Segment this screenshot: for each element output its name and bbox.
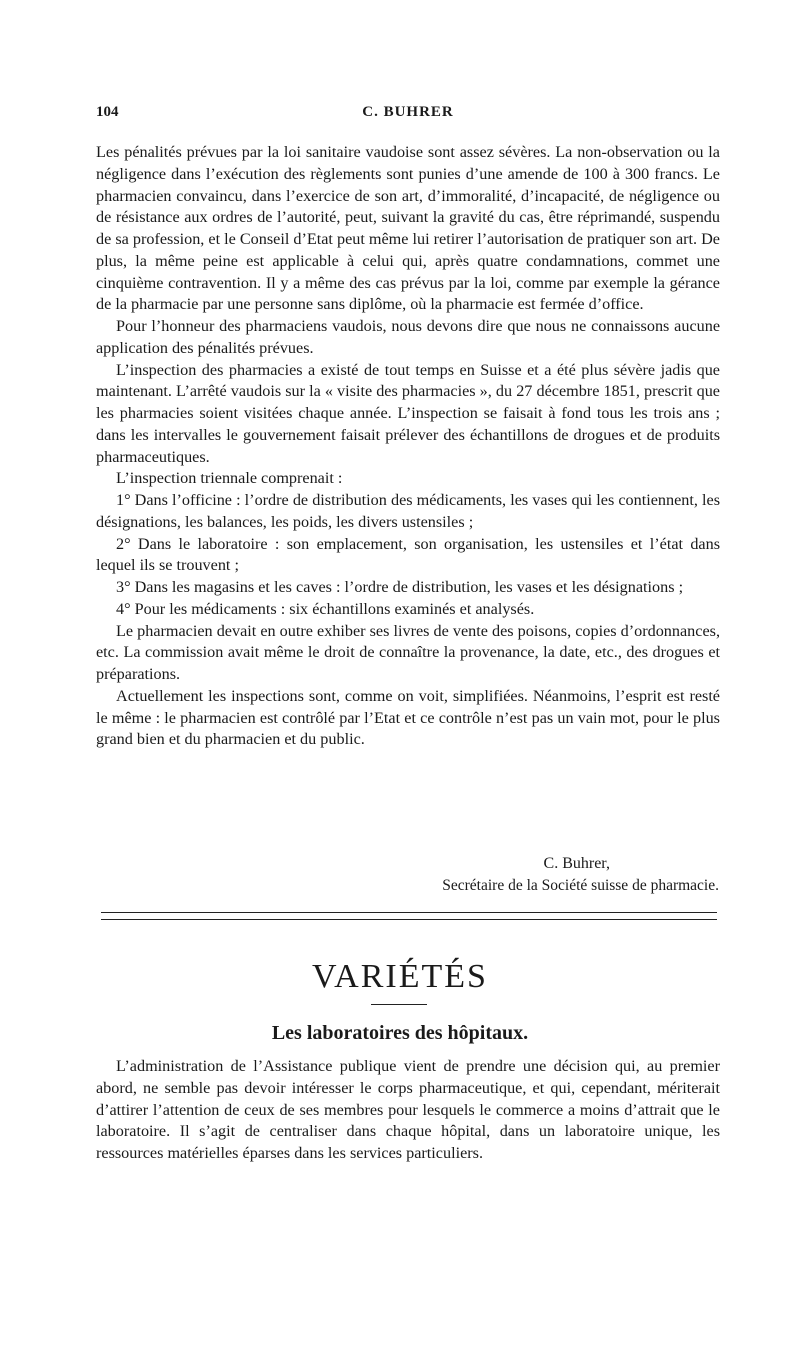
list-item: 1° Dans l’officine : l’ordre de distribution des médicaments, les vases qui les contiennent, les désignations, les balances, les poids, les divers ustensiles ;: [96, 491, 720, 531]
page-number: 104: [96, 104, 119, 120]
paragraph: Pour l’honneur des pharmaciens vaudois, nous devons dire que nous ne connaissons aucune application des pénalités prévues.: [96, 317, 720, 357]
paragraph: L’inspection des pharmacies a existé de tout temps en Suisse et a été plus sévère jadis que maintenant. L’arrêté vaudois sur la « visite des pharmacies », du 27 décembre 1851, prescrit que les pharmacies soient visitées chaque année. L’inspection se faisait à fond tous les trois ans ; dans les intervalles le gouvernement faisait prélever des échantillons de drogues et de produits pharmaceutiques.: [96, 360, 720, 466]
page-header: [96, 104, 720, 128]
paragraph: Actuellement les inspections sont, comme on voit, simplifiées. Néanmoins, l’esprit est resté le même : le pharmacien est contrôlé par l’Etat et ce contrôle n’est pas un vain mot, pour le plus grand bien et du pharmacien et du public.: [96, 686, 720, 749]
signature-title: Secrétaire de la Société suisse de pharmacie.: [442, 877, 719, 894]
title-underline: [371, 1004, 427, 1005]
article-text: [96, 1056, 720, 1165]
article-body: [96, 142, 720, 751]
list-item: 3° Dans les magasins et les caves : l’ordre de distribution, les vases et les désignations ;: [116, 578, 684, 596]
section-divider: [101, 912, 717, 920]
paragraph: Le pharmacien devait en outre exhiber ses livres de vente des poisons, copies d’ordonnances, etc. La commission avait même le droit de connaître la provenance, la date, etc., des drogues et préparations.: [96, 621, 720, 683]
section-title: VARIÉTÉS: [312, 958, 488, 995]
paragraph: Les pénalités prévues par la loi sanitaire vaudoise sont assez sévères. La non-observation ou la négligence dans l’exécution des règlements sont punies d’une amende de 100 à 300 francs. Le pharmacien convaincu, dans l’exercice de son art, d’immoralité, d’incapacité, de négligence ou de résistance aux ordres de l’autorité, peut, suivant la gravité du cas, être réprimandé, suspendu de sa profession, et le Conseil d’Etat peut même lui retirer l’autorisation de pratiquer son art. De plus, la même peine est applicable à celui qui, après quatre condamnations, commet une cinquième contravention. Il y a même des cas prévus par la loi, comme par exemple la gérance de la pharmacie par une personne sans diplôme, où la pharmacie est fermée d’office.: [96, 143, 720, 314]
list-item: 2° Dans le laboratoire : son emplacement, son organisation, les ustensiles et l’état dans lequel ils se trouvent ;: [96, 534, 720, 575]
paragraph: L’inspection triennale comprenait :: [116, 469, 343, 488]
list-item: 4° Pour les médicaments : six échantillons examinés et analysés.: [116, 599, 535, 618]
paragraph: L’administration de l’Assistance publique vient de prendre une décision qui, au premier abord, ne semble pas devoir intéresser le corps pharmaceutique, et qui, cependant, mériterait d’attirer l’attention de ceux de ses membres pour lesquels le commerce a moins d’attrait que le laboratoire. Il s’agit de centraliser dans chaque hôpital, dans un laboratoire unique, les ressources matérielles éparses dans les services particuliers.: [96, 1057, 720, 1162]
signature-name: C. Buhrer,: [543, 855, 610, 872]
running-head: C. BUHRER: [362, 104, 454, 120]
article-title: Les laboratoires des hôpitaux.: [271, 1022, 529, 1044]
